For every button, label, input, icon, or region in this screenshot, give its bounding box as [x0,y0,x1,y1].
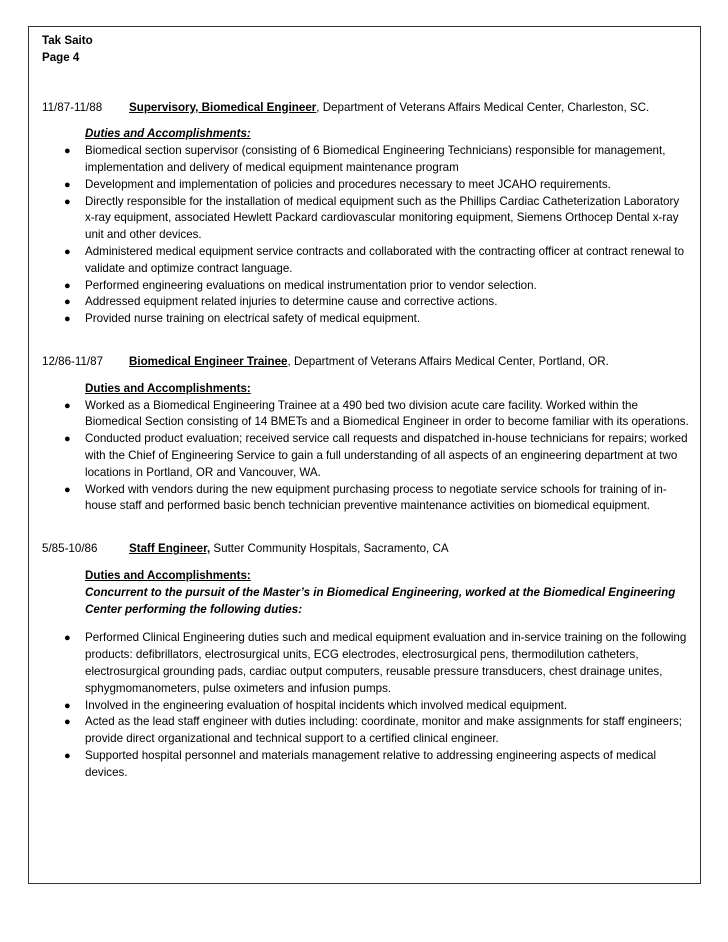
list-item [64,294,692,311]
job-body [64,381,692,515]
bullet-icon: ● [64,195,71,208]
bullet-text: Development and implementation of policies and procedures necessary to meet JCAHO requirements. [85,177,611,191]
bullet-icon: ● [64,632,71,645]
bullet-icon: ● [64,433,71,446]
job-employer: , Department of Veterans Affairs Medical Center, Portland, OR. [287,354,609,368]
bullet-icon: ● [64,699,71,712]
page-number: Page 4 [42,50,80,64]
bullet-text: Performed Clinical Engineering duties such and medical equipment evaluation and in-service training on the following products: defibrillators, electrosurgical units, ECG electrodes, electrosurgical pens, thermodilution catheters, electrosurgical grounding pads, cardiac output computers, reusable pressure transducers, chest drainage unites, sphygmomanometers, pulse oximeters and infusion pumps. [85,631,687,695]
job-employer: Sutter Community Hospitals, Sacramento, CA [210,542,449,556]
duties-list [64,398,692,516]
bullet-text: Performed engineering evaluations on medical instrumentation prior to vendor selection. [85,278,537,292]
list-item [64,311,692,328]
bullet-text: Conducted product evaluation; received service call requests and dispatched in-house technicians for repairs; worked with the Chief of Engineering Service to gain a full understanding of all aspects of an engineering department at two locations in Portland, OR and Vancouver, WA. [85,432,688,479]
job-title-line [129,100,649,117]
list-item [64,748,692,782]
resume-page [42,33,692,781]
bullet-icon: ● [64,749,71,762]
duties-label: Duties and Accomplishments: [85,381,251,395]
bullet-icon: ● [64,296,71,309]
duties-label: Duties and Accomplishments: [85,568,251,582]
list-item [64,278,692,295]
bullet-text: Addressed equipment related injuries to determine cause and corrective actions. [85,295,498,309]
bullet-text: Involved in the engineering evaluation of hospital incidents which involved medical equipment. [85,698,568,712]
job-heading [42,541,692,558]
list-item [64,431,692,481]
list-item [64,398,692,432]
bullet-text: Worked with vendors during the new equipment purchasing process to negotiate service schools for training of in-house staff and performed basic bench technician preventive maintenance activities on biomedical equipment. [85,482,667,513]
job-entry [42,100,692,328]
job-body [64,568,692,782]
list-item [64,194,692,244]
candidate-name: Tak Saito [42,34,93,47]
bullet-text: Worked as a Biomedical Engineering Trainee at a 490 bed two division acute care facility. Worked within the Biomedical Section consisting of 14 BMETs and a Biomedical Engineer in order to become familiar with its operations. [85,398,689,429]
job-heading [42,100,692,117]
job-title: Supervisory, Biomedical Engineer [129,100,317,114]
bullet-icon: ● [64,716,71,729]
bullet-text: Supported hospital personnel and materials management relative to addressing engineering aspects of medical devices. [85,748,657,779]
list-item [64,714,692,748]
bullet-icon: ● [64,399,71,412]
job-heading [42,354,692,371]
duties-label: Duties and Accomplishments: [85,127,251,141]
bullet-text: Directly responsible for the installation of medical equipment such as the Phillips Cardiac Catheterization Laboratory x-ray equipment, associated Hewlett Packard cardiovascular monitoring equipment, Siemens Orthocep Dental x-ray unit and other devices. [85,194,680,242]
bullet-icon: ● [64,245,71,258]
bullet-text: Biomedical section supervisor (consisting of 6 Biomedical Engineering Technicians) responsible for management, implementation and delivery of medical equipment maintenance program [85,144,666,174]
job-body [64,126,692,328]
list-item [64,630,692,697]
job-employer: , Department of Veterans Affairs Medical Center, Charleston, SC. [316,100,650,114]
bullet-text: Provided nurse training on electrical safety of medical equipment. [85,312,421,326]
job-entry [42,354,692,515]
list-item [64,482,692,516]
bullet-text: Administered medical equipment service contracts and collaborated with the contracting officer at contract renewal to validate and optimize contract language. [85,244,685,275]
bullet-icon: ● [64,145,71,158]
bullet-icon: ● [64,178,71,191]
job-title-line [129,354,609,371]
job-dates: 12/86-11/87 [42,354,104,368]
list-item [64,143,692,177]
job-entry [42,541,692,781]
job-dates: 11/87-11/88 [42,100,103,114]
duties-list [64,630,692,781]
job-title: Staff Engineer, [129,542,211,556]
job-dates: 5/85-10/86 [42,542,98,556]
bullet-icon: ● [64,279,71,292]
list-item [64,698,692,715]
job-title: Biomedical Engineer Trainee [129,354,288,368]
bullet-icon: ● [64,483,71,496]
duties-list [64,143,692,328]
job-title-line [129,541,449,558]
job-subheading: Concurrent to the pursuit of the Master’s in Biomedical Engineering, worked at the Biomedical Engineering Center performing the following duties: [85,585,676,616]
list-item [64,244,692,278]
bullet-icon: ● [64,313,71,326]
bullet-text: Acted as the lead staff engineer with duties including: coordinate, monitor and make assignments for staff engineers; provide direct organizational and technical support to a certified clinical engineer. [85,715,682,746]
list-item [64,177,692,194]
